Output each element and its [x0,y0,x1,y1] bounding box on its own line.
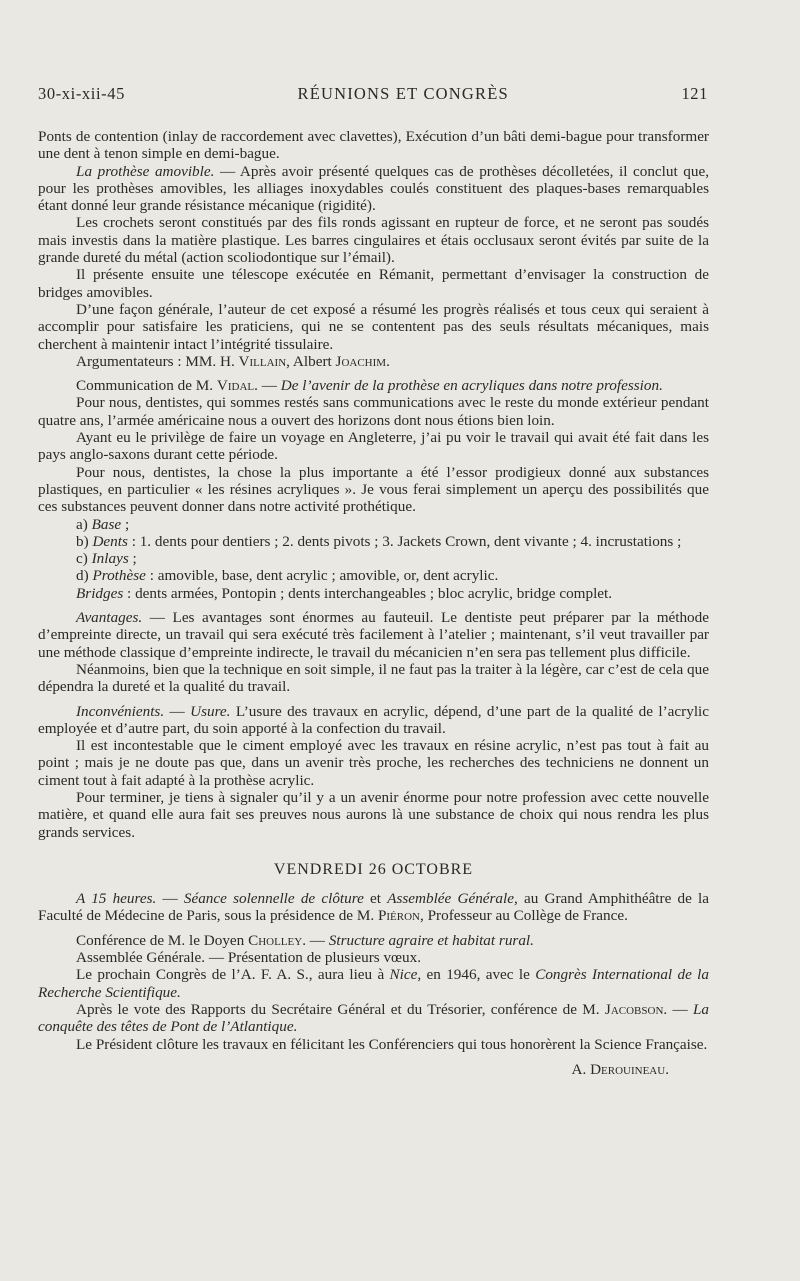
paragraph [38,1001,709,1036]
paragraph: Ayant eu le privilège de faire un voyage en Angleterre, j’ai pu voir le travail qui avait été fait dans les pays anglo-saxons durant cette période. [38,429,709,464]
paragraph [38,609,709,661]
place-name: Nice, [389,966,422,984]
list-text: ; [121,515,130,533]
page-header [38,84,708,104]
paragraph-text: au Grand Amphithéâtre de la Faculté de Médecine de Paris, sous la présidence de M. [38,890,710,925]
paragraph-text: — [156,890,184,908]
paragraph: Assemblée Générale. — Présentation de plusieurs vœux. [76,949,422,967]
congress-name: Congrès International de la Recherche Scientifique. [38,966,709,1001]
paragraph: D’une façon générale, l’auteur de cet exposé a résumé les progrès réalisés et tous ceux qui seraient à accomplir pour satisfaire les praticiens, qui ne se contentent pas des seuls résultats mécaniques, mais cherchent à maintenir intact l’intégrité tissulaire. [38,300,709,353]
person-name: Joachim [335,352,387,370]
paragraph-text: et [363,890,388,908]
list-term: Base [91,515,122,533]
list-text: : amovible, base, dent acrylic ; amovible, or, dent acrylic. [145,567,499,585]
paragraph-text: L’usure des travaux en acrylic, dépend, d’une part de la qualité de l’acrylic employée et d’autre part, du soin apporté à la confection du travail. [38,702,709,737]
paragraph-text: . [386,352,390,370]
paragraph-text: Argumentateurs : MM. H. [76,352,239,370]
person-name: Piéron [377,907,420,925]
list-item [38,567,709,584]
italic-heading: La prothèse amovible. [76,162,215,180]
paragraph-text: Communication de M. [76,377,217,395]
italic-heading: Avantages. [76,609,143,627]
list-label: d) [76,567,93,585]
paragraph-text: Conférence de M. le Doyen [76,931,249,949]
person-name: Villain [238,352,287,370]
list-item [38,516,709,533]
paragraph [38,163,709,215]
paragraph-text: : dents armées, Pontopin ; dents interchangeables ; bloc acrylic, bridge complet. [123,584,613,602]
italic-heading: A 15 heures. [76,890,157,908]
list-term: Inlays [91,550,129,568]
paragraph: Les crochets seront constitués par des fils ronds agissant en rupteur de force, et ne seront pas soudés mais investis dans la matière plastique. Les barres cingulaires et étais occlusaux seront évités par suite de la grande dureté du métal (action scoliodontique sur l’émail). [38,214,709,267]
paragraph [38,585,709,602]
page-number: 121 [681,84,708,103]
list-label: b) [76,532,93,550]
list-item [38,550,709,567]
paragraph-text: Après le vote des Rapports du Secrétaire Général et du Trésorier, conférence de M. [76,1000,605,1018]
italic-heading: Assemblée Générale, [387,890,518,908]
list-term: Prothèse [92,567,146,585]
italic-heading: Inconvénients. [76,702,165,720]
paragraph: Il est incontestable que le ciment employé avec les travaux en résine acrylic, n’est pas tout à fait au point ; mais je ne doute pas que, dans un avenir très proche, les recherches des techniciens ne donnent un ciment tout à fait adapté à la prothèse acrylic. [38,737,709,789]
paragraph-text: . — [254,377,281,395]
signature-text: . [665,1060,669,1078]
signature [38,1061,709,1078]
communication-title: La conquête des têtes de Pont de l’Atlantique. [38,1000,710,1036]
list-text: : 1. dents pour dentiers ; 2. dents pivots ; 3. Jackets Crown, dent vivante ; 4. incrustations ; [127,532,682,550]
paragraph-text: . — [302,931,329,949]
paragraph [38,890,709,925]
paragraph [38,966,709,1001]
paragraph-text: Le prochain Congrès de l’A. F. A. S., aura lieu à [76,966,390,984]
communication-title: Structure agraire et habitat rural. [328,931,534,949]
person-name: Jacobson [604,1000,664,1018]
paragraph: Néanmoins, bien que la technique en soit simple, il ne faut pas la traiter à la légère, car c’est de cela que dépendra la dureté et la qualité du travail. [38,660,709,696]
paragraph: Pour nous, dentistes, qui sommes restés sans communications avec le reste du monde extérieur pendant quatre ans, l’armée américaine nous a ouvert des horizons dont nous étions bien loin. [38,394,709,429]
list-item [38,533,709,550]
communication-title: De l’avenir de la prothèse en acryliques dans notre profession. [280,377,663,395]
paragraph [38,353,709,370]
italic-heading: Bridges [76,584,124,602]
paragraph: Le Président clôture les travaux en félicitant les Conférenciers qui tous honorèrent la Science Française. [76,1035,708,1053]
person-name: Cholley [248,931,303,949]
paragraph [38,377,709,394]
paragraph [38,932,709,949]
paragraph-text: . — [663,1000,693,1018]
section-title: VENDREDI 26 OCTOBRE [273,860,474,878]
signature-initial: A. [571,1060,591,1078]
page-body [38,128,709,1078]
paragraph: Il présente ensuite une télescope exécutée en Rémanit, permettant d’envisager la construction de bridges amovibles. [38,266,709,301]
paragraph: Pour nous, dentistes, la chose la plus importante a été l’essor prodigieux donné aux substances plastiques, en particulier « les résines acryliques ». Je vous ferai simplement un aperçu des possibilités que ces substances peuvent donner dans notre activité prothétique. [38,463,709,516]
list-text: ; [128,550,137,568]
paragraph: Pour terminer, je tiens à signaler qu’il y a un avenir énorme pour notre profession avec cette nouvelle matière, et quand elle aura fait ses preuves nous aurons là une substance de choix qui nous rendra les plus grands services. [38,788,709,841]
paragraph: Ponts de contention (inlay de raccordement avec clavettes), Exécution d’un bâti demi-bague pour transformer une dent à tenon simple en demi-bague. [38,128,709,163]
signature-name: Derouineau [590,1060,666,1078]
person-name: Vidal [216,377,255,395]
paragraph-text: en 1946, avec le [421,966,536,984]
list-term: Dents [92,532,128,550]
header-title: RÉUNIONS ET CONGRÈS [297,84,509,103]
list-label: c) [76,550,92,568]
italic-heading: Séance solennelle de clôture [183,890,364,908]
list-label: a) [76,515,92,533]
paragraph [38,703,709,738]
italic-heading: Usure. [190,702,231,720]
header-date: 30-xi-xii-45 [38,84,125,103]
paragraph-text: — Après avoir présenté quelques cas de prothèses décolletées, il conclut que, pour les prothèses amovibles, les alliages inoxydables coulés constituent des plaques-bases remarquables étant donné leur grande résistance mécanique (rigidité). [38,162,710,215]
paragraph-text: , Albert [286,352,336,370]
paragraph-text: — Les avantages sont énormes au fauteuil. Le dentiste peut préparer par la méthode d’empreinte directe, un travail qui sera exécuté très facilement à l’atelier ; maintenant, s’il veut travailler par une méthode classique d’empreinte indirecte, le travail du mécanicien n’en sera pas tellement plus difficile. [38,609,709,661]
paragraph-text: , Professeur au Collège de France. [420,907,628,925]
paragraph-text: — [164,702,191,720]
